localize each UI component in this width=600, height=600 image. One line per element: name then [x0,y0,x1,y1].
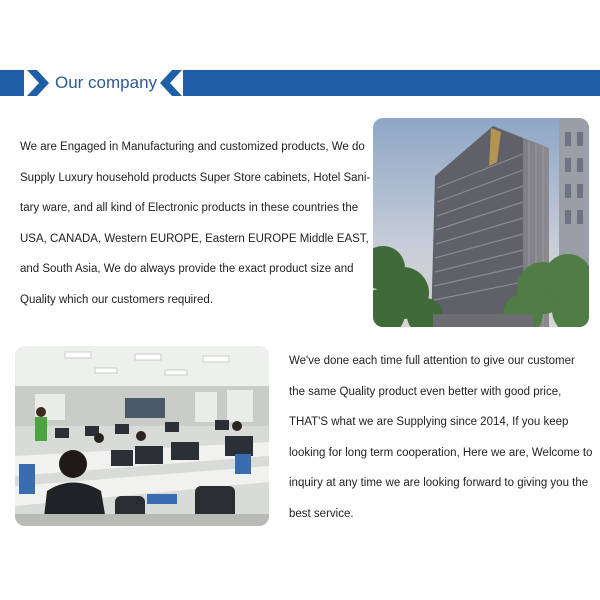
building-photo [373,118,589,327]
paragraph-line: inquiry at any time we are looking forward to giving you the [289,477,589,489]
paragraph-line: Supply Luxury household products Super Store cabinets, Hotel Sani- [20,171,371,184]
paragraph-line: tary ware, and all kind of Electronic products in these countries the [20,202,359,214]
section-header-band [0,70,600,96]
paragraph-line: the same Quality product even better with good price, [289,385,562,398]
paragraph-line: best service. [289,507,354,520]
paragraph-line: USA, CANADA, Western EUROPE, Eastern EUROPE Middle EAST, [20,232,369,245]
about-paragraph [20,140,371,323]
section-title: Our company [55,73,158,92]
header-bar-right [183,70,600,96]
paragraph-line: Quality which our customers required. [20,293,214,306]
chevron-left-icon [158,70,184,96]
service-paragraph [289,354,593,537]
paragraph-line: THAT'S what we are Supplying since 2014, If you keep [289,416,569,428]
paragraph-line: looking for long term cooperation, Here we are, Welcome to [289,446,593,459]
office-building-icon [373,118,589,327]
office-workspace-icon [15,346,269,526]
paragraph-line: We've done each time full attention to give our customer [289,355,575,367]
paragraph-line: We are Engaged in Manufacturing and customized products, We do [20,141,365,153]
chevron-right-icon [25,70,51,96]
office-photo [15,346,269,526]
paragraph-line: and South Asia, We do always provide the exact product size and [20,263,354,275]
header-bar-left [0,70,24,96]
